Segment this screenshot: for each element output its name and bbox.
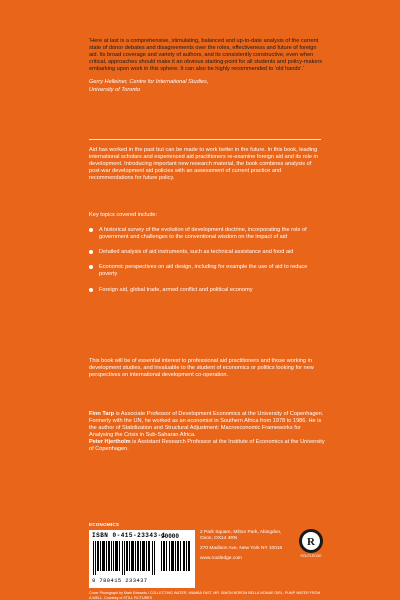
- intro-text: Aid has worked in the past but can be made to work better in the future. In this book, leading international scholars and experienced aid practitioners re-examine foreign aid and its role in development. Introducing important new research material, the book combines analysis of post-war development aid policies with an assessment of current practice and recommendations for future policy.: [89, 147, 318, 182]
- author-name: Finn Tarp: [89, 411, 115, 417]
- quote-author: Gerry Helleiner, Centre for International Studies,: [89, 79, 209, 86]
- list-item: [89, 227, 325, 241]
- author-bios: [89, 411, 325, 454]
- cover-credit: Cover Photograph by Mark Edwards / COLLECTING WATER, WAMBA FAST, MR. SIMON BOROM BELLA NOMAE GIRL, PUMP WATER FROM A WELL. Courtesy of STILL PICTURES: [89, 591, 321, 600]
- quote-attribution: [89, 79, 325, 93]
- author-name: Peter Hjertholm: [89, 439, 131, 446]
- key-topics-heading: Key topics covered include:: [89, 212, 158, 218]
- price-barcode-icon: [161, 541, 191, 575]
- barcode-icon: [93, 541, 155, 575]
- address-uk: 2 Park Square, Milton Park, Abingdon, Oxon, OX14 4RN: [200, 530, 282, 541]
- topic-text: Economic perspectives on aid design, including for example the use of aid to reduce poverty: [99, 264, 308, 278]
- topic-text: A historical survey of the evolution of development doctrine, incorporating the role of government and challenges to the conventional wisdom on the impact of aid: [99, 227, 307, 241]
- list-item: [89, 249, 325, 256]
- routledge-logo-icon: [298, 528, 324, 558]
- publisher-address: [200, 530, 292, 566]
- key-topics-list: [89, 227, 325, 294]
- key-topics: [89, 212, 325, 302]
- intro-paragraph: [89, 147, 325, 182]
- endorsement-quote: [89, 38, 325, 94]
- bio-text: is Assistant Research Professor at the Institute of Economics at the University of Copenhagen.: [89, 439, 325, 453]
- barcode-box: [89, 530, 195, 588]
- bullet-icon: [89, 250, 93, 254]
- quote-institution: University of Toronto: [89, 86, 141, 93]
- bio-hjertholm: [89, 439, 325, 453]
- isbn-text: ISBN 0-415-23343-1: [92, 532, 166, 539]
- closing-paragraph: [89, 358, 325, 379]
- list-item: [89, 264, 325, 278]
- bio-text: is Associate Professor of Development Economics at the University of Copenhagen. Formerly with the UN, he worked as an economist in Southern Africa from 1978 to 1986. He is the author of Stabilization and Structural Adjustment: Macroeconomic Frameworks for Analysing the Crisis in Sub-Saharan Africa.: [89, 411, 324, 439]
- logo-text: ROUTLEDGE: [300, 554, 322, 558]
- bullet-icon: [89, 228, 93, 232]
- topic-text: Foreign aid, global trade, armed conflict and political economy: [99, 286, 253, 293]
- barcode-number: 9 780415 233437: [92, 577, 148, 584]
- price-code: 90000: [161, 533, 180, 540]
- quote-text: 'Here at last is a comprehensive, stimulating, balanced and up-to-date analysis of the current state of donor debates and disagreements over the roles, effectiveness and future of foreign aid. Its broad coverage and variety of authors, and its consistently constructive, even when critical, approaches should make it an obvious starting-point for all students and policy-makers embarking upon work in this sphere. It can also be highly recommended to 'old hands'.': [89, 38, 323, 73]
- closing-text: This book will be of essential interest to professional aid practitioners and those working in development studies, and invaluable to the student of economics or politics looking for new perspectives on international development co-operation.: [89, 358, 314, 379]
- publisher-website: www.routledge.com: [200, 556, 242, 561]
- bullet-icon: [89, 265, 93, 269]
- divider: [89, 139, 321, 140]
- subject-label: ECONOMICS: [89, 522, 120, 527]
- address-us: 270 Madison Ave, New York NY 10016: [200, 546, 283, 551]
- topic-text: Detailed analysis of aid instruments, such as technical assistance and food aid: [99, 249, 294, 256]
- bullet-icon: [89, 288, 93, 292]
- svg-text:R: R: [307, 536, 315, 548]
- list-item: [89, 287, 325, 294]
- bio-tarp: [89, 411, 325, 439]
